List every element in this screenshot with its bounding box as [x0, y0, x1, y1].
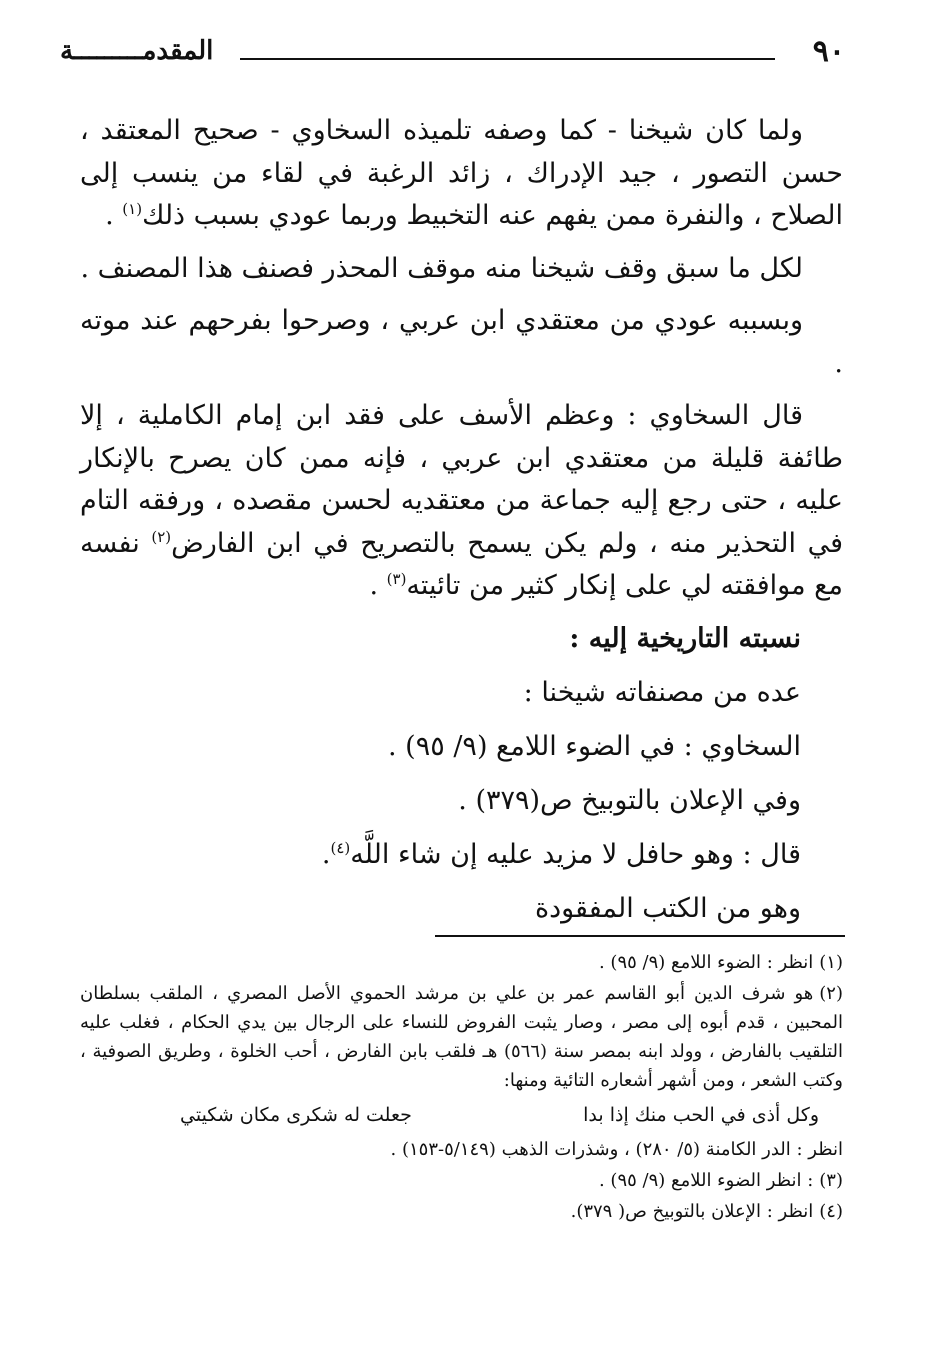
line-5: وهو من الكتب المفقودة	[534, 892, 801, 924]
running-header	[60, 34, 845, 74]
footnote-ref-3[interactable]: (٣)	[386, 570, 407, 588]
footnote-2-reference: انظر : الدر الكامنة (٥/ ٢٨٠) ، وشذرات الذهب (٥/١٤٩-١٥٣) .	[390, 1139, 843, 1160]
footnote-mark-3: (٣)	[819, 1170, 843, 1191]
footnote-mark-2: (٢)	[819, 983, 843, 1004]
header-rule	[240, 58, 775, 60]
section-title: المقدمـــــــــة	[60, 36, 214, 66]
verse-second-hemistich: جعلت له شكرى مكان شكيتي	[180, 1104, 412, 1126]
footnote-ref-4[interactable]: (٤)	[330, 838, 351, 857]
footnote-2: (٢)هو شرف الدين أبو القاسم عمر بن علي بن مرشد الحموي الأصل المصري ، الملقب بسلطان المحبين ، قدم أبوه إلى مصر ، وصار يثبت الفروض للنساء على الرجال بين يدي الحكام ، فغلب عليه التلقيب بالفارض ، وولد ابنه بمصر سنة (٥٦٦) هـ فلقب بابن الفارض ، أحب الخلوة ، وطريق الصوفية ، وكتب الشعر ، ومن أشهر أشعاره التائية ومنها:	[80, 983, 843, 1091]
line-3: وفي الإعلان بالتوبيخ ص(٣٧٩) .	[458, 784, 801, 816]
paragraph-3: وبسببه عودي من معتقدي ابن عربي ، وصرحوا بفرحهم عند موته .	[80, 305, 843, 379]
footnote-separator	[435, 935, 845, 937]
section-heading: نسبته التاريخية إليه :	[569, 622, 801, 654]
paragraph-1: ولما كان شيخنا - كما وصفه تلميذه السخاوي - صحيح المعتقد ، حسن التصور ، جيد الإدراك ، زائد الرغبة في لقاء من ينسب إلى الصلاح ، والنفرة ممن يفهم عنه التخبيط وربما عودي بسبب ذلك$^{(١)}$ .	[80, 115, 843, 231]
verse-first-hemistich: وكل أذى في الحب منك إذا بدا	[583, 1104, 819, 1126]
main-text	[80, 110, 843, 942]
footnote-mark-1: (١)	[819, 952, 843, 973]
line-2: السخاوي : في الضوء اللامع (٩/ ٩٥) .	[388, 730, 801, 762]
footnotes	[80, 948, 843, 1228]
footnote-3: (٣): انظر الضوء اللامع (٩/ ٩٥) .	[598, 1170, 843, 1191]
footnote-mark-4: (٤)	[819, 1201, 843, 1222]
footnote-ref-2[interactable]: (٢)	[151, 527, 172, 546]
footnote-1: (١)انظر : الضوء اللامع (٩/ ٩٥) .	[598, 952, 843, 973]
footnote-4: (٤)انظر : الإعلان بالتوبيخ ص( ٣٧٩).	[570, 1201, 843, 1222]
footnote-ref-1[interactable]: (١)	[122, 200, 143, 218]
line-1: عده من مصنفاته شيخنا :	[523, 676, 801, 708]
poem-verse	[180, 1097, 819, 1133]
line-4: قال : وهو حافل لا مزيد عليه إن شاء اللَّه$^{(٤)}$.	[321, 838, 801, 870]
paragraph-2: لكل ما سبق وقف شيخنا منه موقف المحذر فصنف هذا المصنف .	[80, 252, 803, 284]
page-number: ٩٠	[812, 34, 845, 69]
paragraph-4: قال السخاوي : وعظم الأسف على فقد ابن إمام الكاملية ، إلا طائفة قليلة من معتقدي ابن عربي ، فإنه ممن كان يصرح بالإنكار عليه ، حتى رجع إليه جماعة من معتقديه لحسن مقصده ، ورفقه التام في التحذير منه ، ولم يكن يسمح بالتصريح في ابن الفارض$^{(٢)}$ نفسه مع موافقته لي على إنكار كثير من تائيته$^{(٣)}$ .	[80, 400, 844, 601]
